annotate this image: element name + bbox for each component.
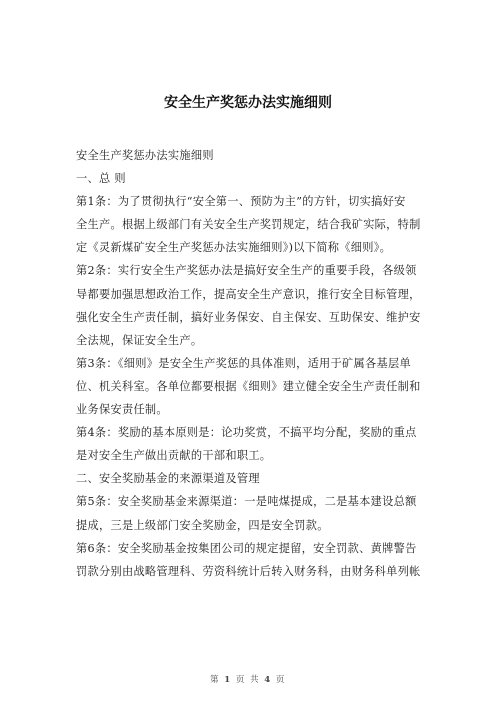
footer-prefix: 第 [210,675,221,685]
section-heading: 一、总 则 [76,172,126,186]
body-line: 第2条：实行安全生产奖惩办法是搞好安全生产的重要手段，各级领 [76,264,417,278]
body-line: 第4条：奖励的基本原则是：论功奖赏，不搞平均分配，奖励的重点 [76,426,417,440]
body-line: 提成，三是上级部门安全奖励金，四是安全罚款。 [76,518,329,532]
body-line: 第1条：为了贯彻执行“安全第一、预防为主”的方针，切实搞好安 [76,195,406,209]
body-line: 第6条：安全奖励基金按集团公司的规定提留，安全罚款、黄牌警告 [76,541,417,555]
body-line: 导都要加强思想政治工作，提高安全生产意识，推行安全目标管理， [76,287,421,301]
body-line: 是对安全生产做出贡献的干部和职工。 [76,449,272,463]
current-page-number: 1 [224,675,232,685]
body-line: 第5条：安全奖励基金来源渠道：一是吨煤提成，二是基本建设总额 [76,495,417,509]
section-heading: 二、安全奖励基金的来源渠道及管理 [76,472,260,486]
body-line: 全生产。根据上级部门有关安全生产奖罚规定，结合我矿实际，特制 [76,218,421,232]
total-pages-number: 4 [264,675,272,685]
body-line: 定《灵新煤矿安全生产奖惩办法实施细则》)以下简称《细则》。 [76,241,392,255]
body-line: 强化安全生产责任制，搞好业务保安、自主保安、互助保安、维护安 [76,310,421,324]
document-body [76,144,424,583]
document-title: 安全生产奖惩办法实施细则 [164,95,332,111]
footer-suffix: 页 [275,675,286,685]
body-line: 第3条：《细则》是安全生产奖惩的具体准则，适用于矿属各基层单 [76,356,411,370]
body-line: 业务保安责任制。 [76,403,168,417]
footer-middle: 页 共 [235,675,261,685]
body-line: 全法规，保证安全生产。 [76,333,203,347]
body-line: 安全生产奖惩办法实施细则 [76,149,214,162]
page-footer [0,673,496,685]
body-line: 罚款分别由战略管理科、劳资科统计后转入财务科，由财务科单列帐 [76,564,421,578]
body-line: 位、机关科室。各单位都要根据《细则》建立健全安全生产责任制和 [76,379,421,393]
